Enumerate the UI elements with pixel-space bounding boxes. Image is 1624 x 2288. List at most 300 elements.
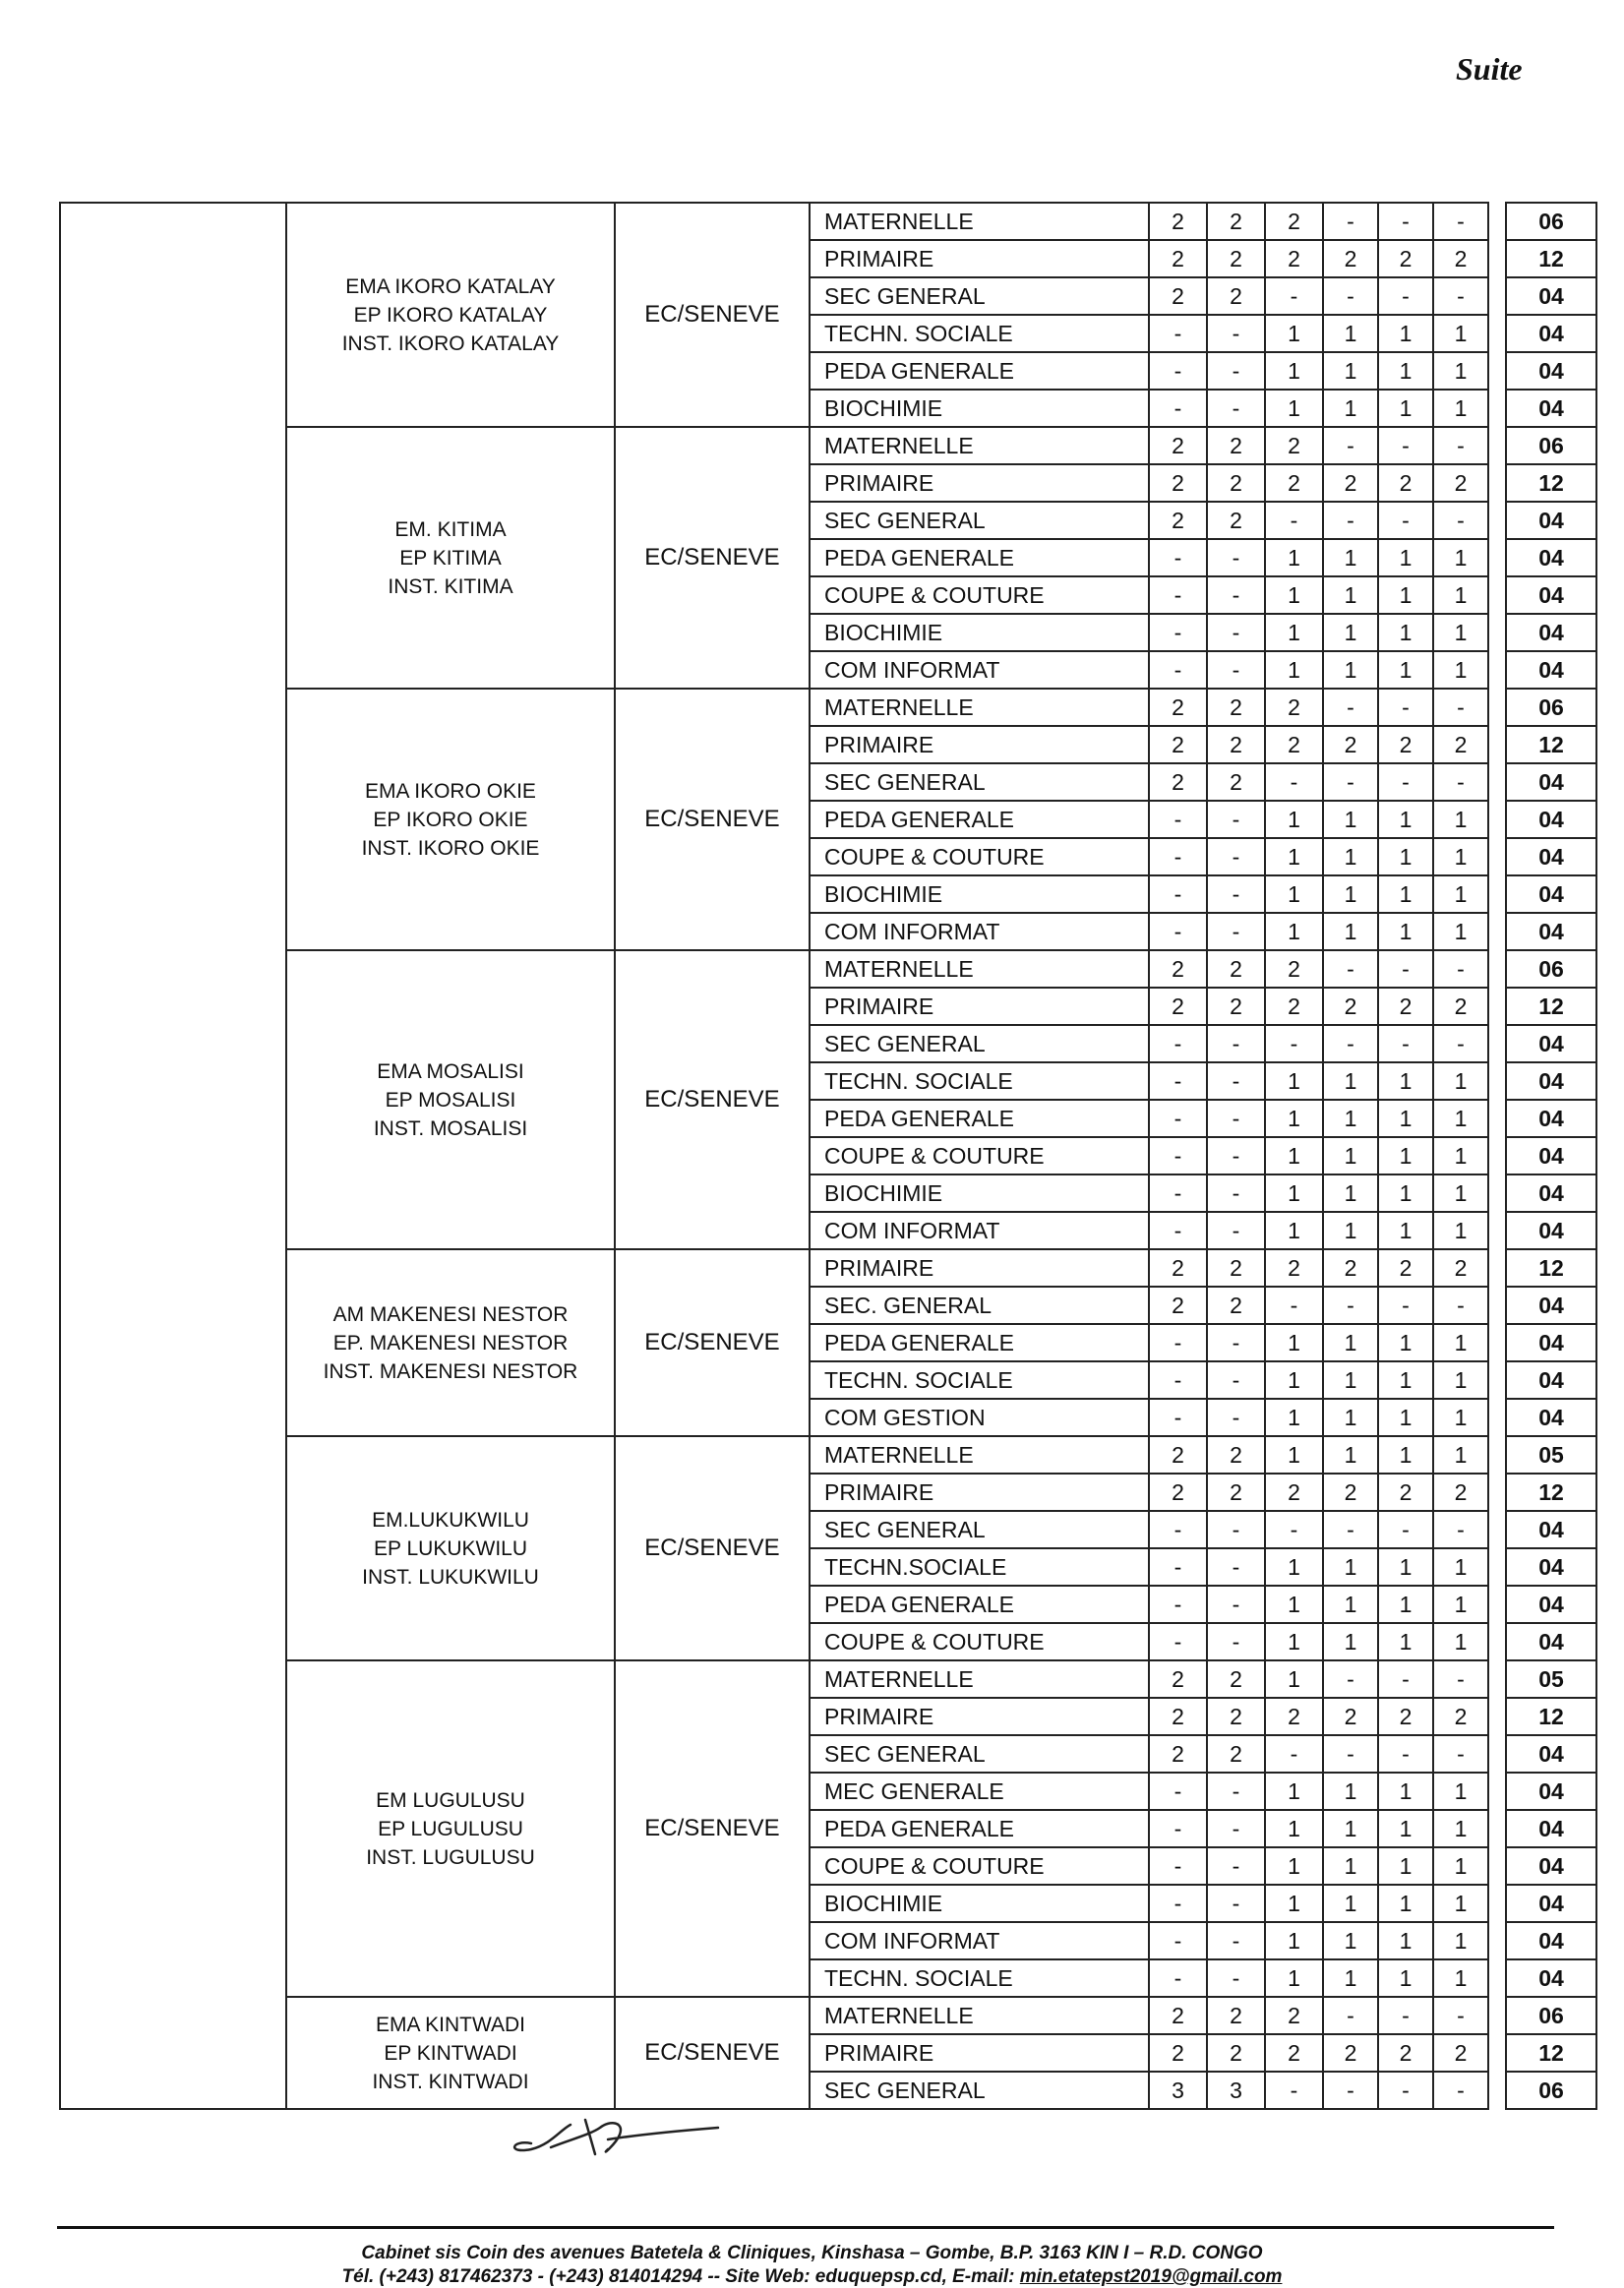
class-count-cell: -: [1378, 1287, 1433, 1324]
class-count-cell: 2: [1149, 2034, 1207, 2072]
option-cell: BIOCHIMIE: [810, 1885, 1149, 1922]
class-count-cell: -: [1378, 1511, 1433, 1548]
total-cell: 04: [1506, 1548, 1596, 1586]
class-count-cell: 2: [1149, 1249, 1207, 1287]
class-count-cell: 1: [1323, 1174, 1378, 1212]
class-count-cell: -: [1378, 203, 1433, 240]
class-count-cell: 2: [1433, 1249, 1488, 1287]
class-count-cell: 2: [1265, 726, 1323, 763]
class-count-cell: 1: [1378, 390, 1433, 427]
separator-cell: [1488, 539, 1506, 576]
class-count-cell: 2: [1207, 988, 1265, 1025]
regime-cell: EC/SENEVE: [615, 427, 810, 689]
class-count-cell: 1: [1378, 315, 1433, 352]
option-cell: COM INFORMAT: [810, 651, 1149, 689]
option-cell: PEDA GENERALE: [810, 539, 1149, 576]
class-count-cell: 1: [1323, 1548, 1378, 1586]
class-count-cell: -: [1207, 1773, 1265, 1810]
total-cell: 04: [1506, 1885, 1596, 1922]
option-cell: BIOCHIMIE: [810, 875, 1149, 913]
class-count-cell: 1: [1433, 875, 1488, 913]
class-count-cell: -: [1207, 1847, 1265, 1885]
class-count-cell: 2: [1149, 277, 1207, 315]
class-count-cell: -: [1433, 2072, 1488, 2109]
class-count-cell: 2: [1207, 1735, 1265, 1773]
class-count-cell: 1: [1265, 1137, 1323, 1174]
separator-cell: [1488, 614, 1506, 651]
total-cell: 04: [1506, 1212, 1596, 1249]
total-cell: 04: [1506, 1735, 1596, 1773]
class-count-cell: 1: [1265, 1922, 1323, 1959]
class-count-cell: -: [1207, 1511, 1265, 1548]
class-count-cell: 1: [1323, 1137, 1378, 1174]
option-cell: COM INFORMAT: [810, 1212, 1149, 1249]
class-count-cell: 1: [1265, 390, 1323, 427]
class-count-cell: 2: [1207, 950, 1265, 988]
class-count-cell: 2: [1207, 1249, 1265, 1287]
separator-cell: [1488, 2034, 1506, 2072]
option-cell: COUPE & COUTURE: [810, 1623, 1149, 1660]
total-cell: 12: [1506, 2034, 1596, 2072]
school-name: INST. IKORO OKIE: [361, 836, 540, 860]
total-cell: 06: [1506, 950, 1596, 988]
school-name: EP LUGULUSU: [378, 1817, 523, 1840]
class-count-cell: -: [1207, 1959, 1265, 1997]
class-count-cell: 1: [1378, 1810, 1433, 1847]
option-cell: PRIMAIRE: [810, 1698, 1149, 1735]
separator-cell: [1488, 2072, 1506, 2109]
total-cell: 04: [1506, 1100, 1596, 1137]
separator-cell: [1488, 1324, 1506, 1361]
regime-cell: EC/SENEVE: [615, 1997, 810, 2109]
class-count-cell: -: [1207, 801, 1265, 838]
class-count-cell: 1: [1265, 1810, 1323, 1847]
class-count-cell: 2: [1149, 988, 1207, 1025]
class-count-cell: 1: [1433, 1324, 1488, 1361]
separator-cell: [1488, 1100, 1506, 1137]
class-count-cell: 2: [1323, 464, 1378, 502]
option-cell: COM INFORMAT: [810, 1922, 1149, 1959]
table-row: [60, 1660, 1596, 1698]
class-count-cell: -: [1323, 1511, 1378, 1548]
class-count-cell: -: [1149, 315, 1207, 352]
total-cell: 04: [1506, 763, 1596, 801]
separator-cell: [1488, 1959, 1506, 1997]
class-count-cell: 1: [1265, 1399, 1323, 1436]
class-count-cell: 2: [1265, 950, 1323, 988]
separator-cell: [1488, 1586, 1506, 1623]
class-count-cell: 1: [1265, 1062, 1323, 1100]
class-count-cell: 2: [1433, 464, 1488, 502]
option-cell: PRIMAIRE: [810, 464, 1149, 502]
school-name: INST. LUGULUSU: [366, 1845, 535, 1869]
table-row: [60, 1436, 1596, 1474]
class-count-cell: -: [1207, 1586, 1265, 1623]
class-count-cell: 1: [1323, 1436, 1378, 1474]
class-count-cell: 1: [1433, 539, 1488, 576]
total-cell: 12: [1506, 1698, 1596, 1735]
class-count-cell: 1: [1323, 1885, 1378, 1922]
class-count-cell: 2: [1207, 1474, 1265, 1511]
class-count-cell: -: [1207, 1324, 1265, 1361]
option-cell: TECHN. SOCIALE: [810, 315, 1149, 352]
table-row: [60, 950, 1596, 988]
schools-table: [59, 202, 1597, 2110]
total-cell: 12: [1506, 464, 1596, 502]
class-count-cell: 1: [1323, 352, 1378, 390]
class-count-cell: 1: [1323, 1324, 1378, 1361]
school-name: EP IKORO OKIE: [373, 808, 528, 831]
class-count-cell: 1: [1433, 1847, 1488, 1885]
class-count-cell: 1: [1265, 1212, 1323, 1249]
total-cell: 04: [1506, 1361, 1596, 1399]
separator-cell: [1488, 1212, 1506, 1249]
class-count-cell: 1: [1265, 1773, 1323, 1810]
class-count-cell: 2: [1323, 1474, 1378, 1511]
separator-cell: [1488, 1511, 1506, 1548]
separator-cell: [1488, 277, 1506, 315]
class-count-cell: -: [1207, 1361, 1265, 1399]
class-count-cell: 1: [1265, 1885, 1323, 1922]
separator-cell: [1488, 464, 1506, 502]
class-count-cell: 1: [1265, 1174, 1323, 1212]
class-count-cell: 1: [1433, 614, 1488, 651]
class-count-cell: -: [1149, 576, 1207, 614]
separator-cell: [1488, 502, 1506, 539]
total-cell: 05: [1506, 1660, 1596, 1698]
table-row: [60, 1249, 1596, 1287]
total-cell: 04: [1506, 651, 1596, 689]
total-cell: 04: [1506, 1623, 1596, 1660]
separator-cell: [1488, 1773, 1506, 1810]
separator-cell: [1488, 1287, 1506, 1324]
school-names-cell: [286, 203, 615, 427]
total-cell: 04: [1506, 913, 1596, 950]
class-count-cell: 2: [1149, 203, 1207, 240]
class-count-cell: 1: [1323, 1586, 1378, 1623]
class-count-cell: 1: [1378, 1062, 1433, 1100]
class-count-cell: 2: [1265, 1249, 1323, 1287]
regime-cell: EC/SENEVE: [615, 203, 810, 427]
class-count-cell: -: [1265, 2072, 1323, 2109]
class-count-cell: -: [1149, 1361, 1207, 1399]
school-name: EP. MAKENESI NESTOR: [332, 1331, 569, 1355]
school-name: INST. MAKENESI NESTOR: [323, 1359, 578, 1383]
class-count-cell: -: [1149, 838, 1207, 875]
class-count-cell: 2: [1378, 464, 1433, 502]
class-count-cell: 2: [1207, 1997, 1265, 2034]
class-count-cell: -: [1265, 1735, 1323, 1773]
class-count-cell: 2: [1149, 1287, 1207, 1324]
separator-cell: [1488, 1735, 1506, 1773]
class-count-cell: -: [1149, 1324, 1207, 1361]
class-count-cell: -: [1265, 1025, 1323, 1062]
option-cell: COM INFORMAT: [810, 913, 1149, 950]
class-count-cell: 2: [1433, 2034, 1488, 2072]
class-count-cell: -: [1323, 689, 1378, 726]
separator-cell: [1488, 1623, 1506, 1660]
option-cell: MATERNELLE: [810, 427, 1149, 464]
class-count-cell: 1: [1265, 1324, 1323, 1361]
separator-cell: [1488, 352, 1506, 390]
class-count-cell: -: [1149, 1174, 1207, 1212]
class-count-cell: 1: [1433, 1885, 1488, 1922]
separator-cell: [1488, 988, 1506, 1025]
separator-cell: [1488, 1025, 1506, 1062]
class-count-cell: 2: [1149, 950, 1207, 988]
class-count-cell: 2: [1149, 726, 1207, 763]
class-count-cell: -: [1149, 1810, 1207, 1847]
regime-cell: EC/SENEVE: [615, 1660, 810, 1997]
option-cell: MEC GENERALE: [810, 1773, 1149, 1810]
class-count-cell: 2: [1378, 1474, 1433, 1511]
option-cell: PRIMAIRE: [810, 1474, 1149, 1511]
school-names-cell: [286, 950, 615, 1249]
option-cell: MATERNELLE: [810, 689, 1149, 726]
class-count-cell: 2: [1378, 988, 1433, 1025]
total-cell: 06: [1506, 1997, 1596, 2034]
total-cell: 04: [1506, 1324, 1596, 1361]
class-count-cell: 2: [1265, 464, 1323, 502]
separator-cell: [1488, 1062, 1506, 1100]
class-count-cell: -: [1265, 1287, 1323, 1324]
class-count-cell: 1: [1433, 1586, 1488, 1623]
class-count-cell: -: [1207, 1399, 1265, 1436]
separator-cell: [1488, 801, 1506, 838]
class-count-cell: 1: [1378, 1586, 1433, 1623]
separator-cell: [1488, 576, 1506, 614]
class-count-cell: -: [1149, 801, 1207, 838]
class-count-cell: -: [1323, 427, 1378, 464]
class-count-cell: -: [1378, 1660, 1433, 1698]
option-cell: PEDA GENERALE: [810, 352, 1149, 390]
total-cell: 04: [1506, 1174, 1596, 1212]
class-count-cell: 1: [1378, 1137, 1433, 1174]
class-count-cell: 2: [1433, 1474, 1488, 1511]
class-count-cell: 2: [1323, 2034, 1378, 2072]
class-count-cell: 2: [1323, 240, 1378, 277]
class-count-cell: -: [1207, 614, 1265, 651]
class-count-cell: 1: [1265, 539, 1323, 576]
option-cell: BIOCHIMIE: [810, 390, 1149, 427]
class-count-cell: 1: [1265, 352, 1323, 390]
class-count-cell: 1: [1378, 576, 1433, 614]
class-count-cell: 2: [1265, 689, 1323, 726]
class-count-cell: 2: [1149, 464, 1207, 502]
class-count-cell: 2: [1378, 726, 1433, 763]
class-count-cell: -: [1207, 1174, 1265, 1212]
class-count-cell: 2: [1265, 427, 1323, 464]
class-count-cell: 2: [1207, 689, 1265, 726]
class-count-cell: 2: [1207, 240, 1265, 277]
class-count-cell: 1: [1433, 838, 1488, 875]
total-cell: 04: [1506, 1922, 1596, 1959]
class-count-cell: 2: [1433, 240, 1488, 277]
school-name: EP IKORO KATALAY: [353, 303, 548, 327]
class-count-cell: 2: [1207, 502, 1265, 539]
class-count-cell: -: [1265, 277, 1323, 315]
option-cell: COUPE & COUTURE: [810, 1137, 1149, 1174]
total-cell: 04: [1506, 1287, 1596, 1324]
class-count-cell: -: [1149, 1100, 1207, 1137]
class-count-cell: 2: [1149, 689, 1207, 726]
class-count-cell: -: [1433, 1287, 1488, 1324]
class-count-cell: 1: [1265, 838, 1323, 875]
class-count-cell: 1: [1265, 1100, 1323, 1137]
class-count-cell: 1: [1433, 1773, 1488, 1810]
class-count-cell: 2: [1149, 1436, 1207, 1474]
class-count-cell: 1: [1265, 1586, 1323, 1623]
class-count-cell: 2: [1149, 427, 1207, 464]
option-cell: MATERNELLE: [810, 1997, 1149, 2034]
class-count-cell: 1: [1433, 1623, 1488, 1660]
total-cell: 04: [1506, 614, 1596, 651]
class-count-cell: -: [1149, 1586, 1207, 1623]
class-count-cell: 2: [1265, 240, 1323, 277]
total-cell: 04: [1506, 352, 1596, 390]
separator-cell: [1488, 390, 1506, 427]
class-count-cell: 3: [1207, 2072, 1265, 2109]
class-count-cell: 2: [1207, 1660, 1265, 1698]
school-name: EMA MOSALISI: [377, 1059, 524, 1083]
total-cell: 04: [1506, 1959, 1596, 1997]
option-cell: PRIMAIRE: [810, 726, 1149, 763]
total-cell: 04: [1506, 502, 1596, 539]
separator-cell: [1488, 240, 1506, 277]
option-cell: PEDA GENERALE: [810, 1100, 1149, 1137]
total-cell: 04: [1506, 1062, 1596, 1100]
class-count-cell: 1: [1378, 1885, 1433, 1922]
footer-contact-text: Tél. (+243) 817462373 - (+243) 814014294 -- Site Web: eduquepsp.cd, E-mail:: [341, 2266, 1020, 2287]
school-name: EMA IKORO KATALAY: [345, 274, 556, 298]
school-name: EP LUKUKWILU: [374, 1536, 527, 1560]
class-count-cell: -: [1149, 1399, 1207, 1436]
class-count-cell: 2: [1265, 988, 1323, 1025]
class-count-cell: 1: [1323, 1100, 1378, 1137]
class-count-cell: 1: [1265, 875, 1323, 913]
total-cell: 04: [1506, 539, 1596, 576]
class-count-cell: 1: [1433, 1212, 1488, 1249]
class-count-cell: 1: [1265, 1959, 1323, 1997]
class-count-cell: 1: [1265, 651, 1323, 689]
class-count-cell: -: [1207, 1885, 1265, 1922]
school-name: EMA IKORO OKIE: [365, 779, 536, 803]
class-count-cell: 2: [1207, 1436, 1265, 1474]
table-row: [60, 1997, 1596, 2034]
class-count-cell: 1: [1323, 651, 1378, 689]
schools-table-wrapper: [59, 202, 1597, 2110]
option-cell: BIOCHIMIE: [810, 1174, 1149, 1212]
class-count-cell: -: [1207, 576, 1265, 614]
separator-cell: [1488, 1810, 1506, 1847]
school-names-cell: [286, 1997, 615, 2109]
class-count-cell: -: [1323, 277, 1378, 315]
class-count-cell: -: [1149, 1548, 1207, 1586]
class-count-cell: -: [1149, 875, 1207, 913]
class-count-cell: 2: [1207, 203, 1265, 240]
table-row: [60, 689, 1596, 726]
class-count-cell: 2: [1265, 1474, 1323, 1511]
suite-label: Suite: [1456, 51, 1523, 87]
class-count-cell: 1: [1433, 1062, 1488, 1100]
class-count-cell: 1: [1433, 1361, 1488, 1399]
class-count-cell: 1: [1265, 1436, 1323, 1474]
school-name: INST. LUKUKWILU: [362, 1565, 539, 1589]
separator-cell: [1488, 913, 1506, 950]
class-count-cell: 1: [1378, 614, 1433, 651]
class-count-cell: 1: [1378, 651, 1433, 689]
total-cell: 04: [1506, 315, 1596, 352]
class-count-cell: -: [1433, 1997, 1488, 2034]
class-count-cell: 1: [1433, 390, 1488, 427]
separator-cell: [1488, 1249, 1506, 1287]
class-count-cell: -: [1323, 203, 1378, 240]
class-count-cell: 2: [1207, 763, 1265, 801]
total-cell: 04: [1506, 1586, 1596, 1623]
class-count-cell: -: [1265, 1511, 1323, 1548]
separator-cell: [1488, 875, 1506, 913]
class-count-cell: 1: [1323, 1922, 1378, 1959]
option-cell: BIOCHIMIE: [810, 614, 1149, 651]
regime-cell: EC/SENEVE: [615, 1249, 810, 1436]
class-count-cell: 1: [1265, 1847, 1323, 1885]
province-cell: [60, 203, 286, 2109]
option-cell: SEC. GENERAL: [810, 1287, 1149, 1324]
class-count-cell: -: [1149, 651, 1207, 689]
footer-email-link[interactable]: min.etatepst2019@gmail.com: [1019, 2266, 1283, 2287]
class-count-cell: 1: [1323, 1847, 1378, 1885]
class-count-cell: 1: [1265, 913, 1323, 950]
class-count-cell: -: [1207, 1137, 1265, 1174]
class-count-cell: -: [1207, 539, 1265, 576]
class-count-cell: -: [1207, 651, 1265, 689]
option-cell: PRIMAIRE: [810, 1249, 1149, 1287]
option-cell: SEC GENERAL: [810, 277, 1149, 315]
school-name: EP KINTWADI: [384, 2041, 517, 2065]
class-count-cell: 1: [1265, 315, 1323, 352]
class-count-cell: 1: [1433, 801, 1488, 838]
separator-cell: [1488, 950, 1506, 988]
class-count-cell: -: [1433, 950, 1488, 988]
class-count-cell: 1: [1323, 539, 1378, 576]
option-cell: SEC GENERAL: [810, 1511, 1149, 1548]
class-count-cell: 3: [1149, 2072, 1207, 2109]
class-count-cell: 2: [1149, 1474, 1207, 1511]
class-count-cell: 2: [1149, 763, 1207, 801]
class-count-cell: 2: [1323, 1249, 1378, 1287]
class-count-cell: -: [1378, 502, 1433, 539]
class-count-cell: 2: [1433, 988, 1488, 1025]
school-name: INST. MOSALISI: [373, 1116, 528, 1140]
class-count-cell: -: [1378, 950, 1433, 988]
class-count-cell: 2: [1149, 1698, 1207, 1735]
separator-cell: [1488, 1399, 1506, 1436]
total-cell: 04: [1506, 1399, 1596, 1436]
separator-cell: [1488, 1137, 1506, 1174]
class-count-cell: 1: [1433, 352, 1488, 390]
total-cell: 05: [1506, 1436, 1596, 1474]
separator-cell: [1488, 1698, 1506, 1735]
option-cell: SEC GENERAL: [810, 2072, 1149, 2109]
option-cell: COUPE & COUTURE: [810, 576, 1149, 614]
total-cell: 06: [1506, 2072, 1596, 2109]
class-count-cell: -: [1433, 277, 1488, 315]
class-count-cell: 2: [1207, 277, 1265, 315]
separator-cell: [1488, 726, 1506, 763]
footer-rule: [57, 2226, 1554, 2229]
separator-cell: [1488, 203, 1506, 240]
class-count-cell: -: [1149, 1922, 1207, 1959]
